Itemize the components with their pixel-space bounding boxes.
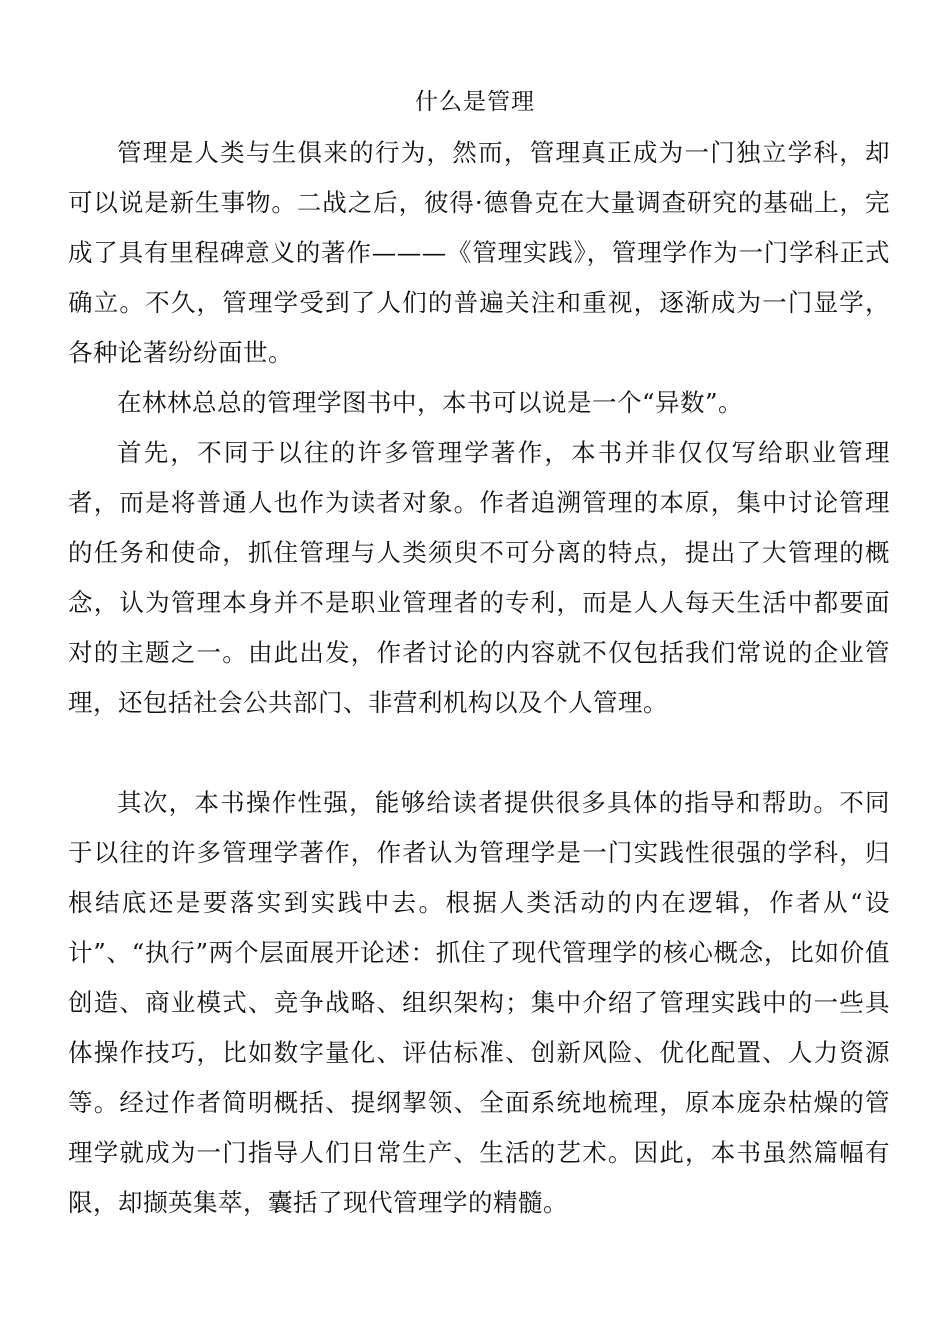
paragraph-intro: 管理是人类与生俱来的行为，然而，管理真正成为一门独立学科，却可以说是新生事物。二战之后，彼得·德鲁克在大量调查研究的基础上，完成了具有里程碑意义的著作———《管理实践》，管理学作为一门学科正式确立。不久，管理学受到了人们的普遍关注和重视，逐渐成为一门显学，各种论著纷纷面世。 bbox=[68, 138, 890, 367]
paragraph-first-point: 首先，不同于以往的许多管理学著作，本书并非仅仅写给职业管理者，而是将普通人也作为读者对象。作者追溯管理的本原，集中讨论管理的任务和使命，抓住管理与人类须臾不可分离的特点，提出了大管理的概念，认为管理本身并不是职业管理者的专利，而是人人每天生活中都要面对的主题之一。由此出发，作者讨论的内容就不仅包括我们常说的企业管理，还包括社会公共部门、非营利机构以及个人管理。 bbox=[68, 438, 890, 717]
page-title: 什么是管理 bbox=[415, 89, 535, 115]
paragraph-anomaly: 在林林总总的管理学图书中，本书可以说是一个“异数”。 bbox=[117, 388, 744, 417]
paragraph-second-point: 其次，本书操作性强，能够给读者提供很多具体的指导和帮助。不同于以往的许多管理学著作，作者认为管理学是一门实践性很强的学科，归根结底还是要落实到实践中去。根据人类活动的内在逻辑，作者从“设计”、“执行”两个层面展开论述：抓住了现代管理学的核心概念，比如价值创造、商业模式、竞争战略、组织架构；集中介绍了管理实践中的一些具体操作技巧，比如数字量化、评估标准、创新风险、优化配置、人力资源等。经过作者简明概括、提纲挈领、全面系统地梳理，原本庞杂枯燥的管理学就成为一门指导人们日常生产、生活的艺术。因此，本书虽然篇幅有限，却撷英集萃，囊括了现代管理学的精髓。 bbox=[68, 788, 890, 1217]
